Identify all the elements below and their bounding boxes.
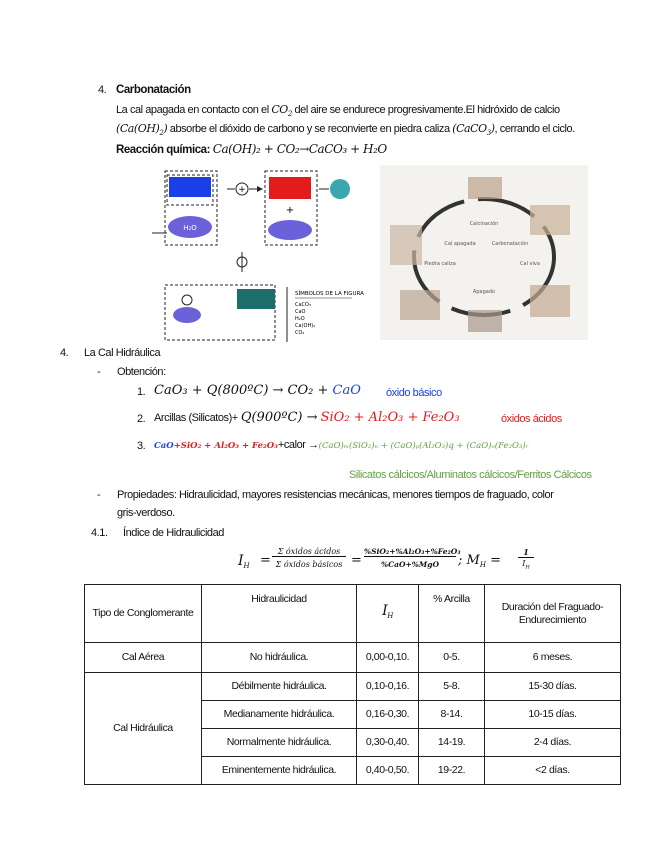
table-cell: 2-4 días. <box>485 729 621 757</box>
table-cell: 10-15 días. <box>485 701 621 729</box>
note-basic-oxide: óxido básico <box>386 387 442 399</box>
lime-cycle-illustration <box>380 165 588 340</box>
product: CaO <box>332 383 361 398</box>
subsection-number: 4.1. <box>91 527 108 539</box>
legend-title: SÍMBOLOS DE LA FIGURA <box>295 291 364 297</box>
co2-circle <box>330 179 350 199</box>
products-note: Silicatos cálcicos/Aluminatos cálcicos/Ferritos Cálcicos <box>349 469 592 481</box>
formula: CaO₃ + Q(800ºC) → CO₂ + <box>154 383 329 398</box>
obtention-label: Obtención: <box>117 366 166 378</box>
table-cell: Medianamente hidráulica. <box>202 701 357 729</box>
product: (CaO)ₘ(SiO₂)ₙ + (CaO)ₚ(Al₂O₃)q + (CaO)ₒ(Fe₂O₃)ᵣ <box>318 441 529 451</box>
table-cell: 15-30 días. <box>485 673 621 701</box>
reaction-label: Reacción química: <box>116 144 210 156</box>
bullet: - <box>97 366 101 378</box>
table-cell: 0,16-0,30. <box>357 701 419 729</box>
section-number: 4. <box>98 84 107 96</box>
table-cell: Cal Aérea <box>85 643 202 673</box>
table-cell: 0,40-0,50. <box>357 757 419 785</box>
table-cell: 8-14. <box>419 701 485 729</box>
cao-box <box>269 177 311 199</box>
diagram-svg <box>147 167 375 342</box>
section-number: 4. <box>60 347 69 359</box>
table-cell: Cal Hidráulica <box>85 673 202 785</box>
frac1-num: Σ óxidos ácidos <box>272 547 346 557</box>
cycle-label: Cal viva <box>520 261 540 267</box>
heat: Q(900ºC) → <box>240 410 318 425</box>
teal-box <box>237 289 275 309</box>
lime-cycle-diagram <box>147 167 375 342</box>
table-cell: No hidráulica. <box>202 643 357 673</box>
reactant: +SiO₂ + Al₂O₃ + Fe₂O₃ <box>173 441 278 451</box>
legend-item: CaCO₃ <box>295 302 311 308</box>
caco3-box <box>169 177 211 197</box>
section-title: La Cal Hidráulica <box>84 347 161 359</box>
subsection-title: Índice de Hidraulicidad <box>123 527 224 539</box>
properties-line2: gris-verdoso. <box>117 507 175 519</box>
text: absorbe el dióxido de carbono y se reconvierte en piedra caliza <box>169 123 450 135</box>
equals: = <box>351 553 362 568</box>
product: SiO₂ + Al₂O₃ + Fe₂O₃ <box>320 410 460 425</box>
mh-num: 1 <box>518 547 534 558</box>
reaction-line <box>116 142 387 156</box>
frac1-den: Σ óxidos básicos <box>275 560 343 569</box>
cycle-svg <box>380 165 588 340</box>
text: cerrando el ciclo. <box>499 123 575 135</box>
header-cell: Tipo de Conglomerante <box>85 585 202 643</box>
mh-symbol: ; $M_H$ = <box>458 553 501 569</box>
section-title: Carbonatación <box>116 84 191 96</box>
item-number: 1. <box>137 386 146 398</box>
reaction-2 <box>154 410 460 425</box>
equals: = <box>260 553 271 568</box>
reaction-1 <box>154 383 361 398</box>
hydraulicity-table <box>84 584 621 785</box>
cycle-label: Cal apagada <box>444 241 476 247</box>
table-cell: 0,00-0,10. <box>357 643 419 673</box>
ih-symbol: $I_H$ <box>238 553 250 570</box>
table-header-row <box>85 585 621 643</box>
svg-text:+: + <box>238 185 246 195</box>
mh-den: $I_H$ <box>522 559 530 571</box>
table-cell: 0-5. <box>419 643 485 673</box>
table-cell: 0,30-0,40. <box>357 729 419 757</box>
carbonation-line2: $(Ca(OH)_2)$ absorbe el dióxido de carbono y se reconvierte en piedra caliza (CaCO$_3$), cerrando el ciclo. <box>116 122 575 137</box>
reactant: Arcillas (Silicatos)+ <box>154 412 238 424</box>
header-cell: $I_H$ <box>357 585 419 643</box>
legend-item: Ca(OH)₂ <box>295 323 316 329</box>
cycle-label: Calcinación <box>469 221 499 227</box>
reaction-formula: Ca(OH)₂ + CO₂→CaCO₃ + H₂O <box>212 142 387 156</box>
frac2-num: %SiO₂+%Al₂O₃+%Fe₂O₃ <box>364 547 461 556</box>
properties-line1: Propiedades: Hidraulicidad, mayores resistencias mecánicas, menores tiempos de fraguado, color <box>117 489 554 501</box>
header-cell: % Arcilla <box>419 585 485 643</box>
header-cell: Hidraulicidad <box>202 585 357 643</box>
svg-text:H₂O: H₂O <box>183 224 197 232</box>
note-acid-oxides: óxidos ácidos <box>501 413 562 425</box>
legend-item: CaO <box>295 309 306 315</box>
table-cell: 6 meses. <box>485 643 621 673</box>
text: del aire se endurece progresivamente.El hidróxido de calcio <box>294 104 560 116</box>
text: La cal apagada en contacto con el <box>116 104 269 116</box>
co2-formula: $CO_2$ <box>271 103 292 118</box>
cycle-label: Piedra caliza <box>424 261 456 267</box>
table-cell: Débilmente hidráulica. <box>202 673 357 701</box>
heat: +calor → <box>277 439 319 451</box>
table-cell: Normalmente hidráulica. <box>202 729 357 757</box>
legend-item: CO₂ <box>295 330 305 336</box>
cycle-label: Apagado <box>472 289 496 295</box>
hydraulicity-formula <box>238 545 538 579</box>
frac2-den: %CaO+%MgO <box>381 560 439 569</box>
table-cell: 14-19. <box>419 729 485 757</box>
table-cell: 0,10-0,16. <box>357 673 419 701</box>
legend-item: H₂O <box>295 316 305 322</box>
formula: (CaCO <box>452 122 487 135</box>
table-row <box>85 643 621 673</box>
item-number: 3. <box>137 440 146 452</box>
formula: (Ca(OH) <box>116 122 160 135</box>
cycle-label: Carbonatación <box>491 241 529 247</box>
table-cell: 19-22. <box>419 757 485 785</box>
lavender-ellipse <box>268 220 312 240</box>
svg-text:+: + <box>285 205 295 216</box>
item-number: 2. <box>137 413 146 425</box>
reactant: CaO <box>154 441 174 451</box>
table-cell: <2 días. <box>485 757 621 785</box>
table-cell: 5-8. <box>419 673 485 701</box>
table-cell: Eminentemente hidráulica. <box>202 757 357 785</box>
bullet: - <box>97 489 101 501</box>
carbonation-line1 <box>116 103 560 118</box>
table-row <box>85 673 621 701</box>
reaction-3 <box>154 439 529 451</box>
header-cell: Duración del Fraguado-Endurecimiento <box>485 585 621 643</box>
